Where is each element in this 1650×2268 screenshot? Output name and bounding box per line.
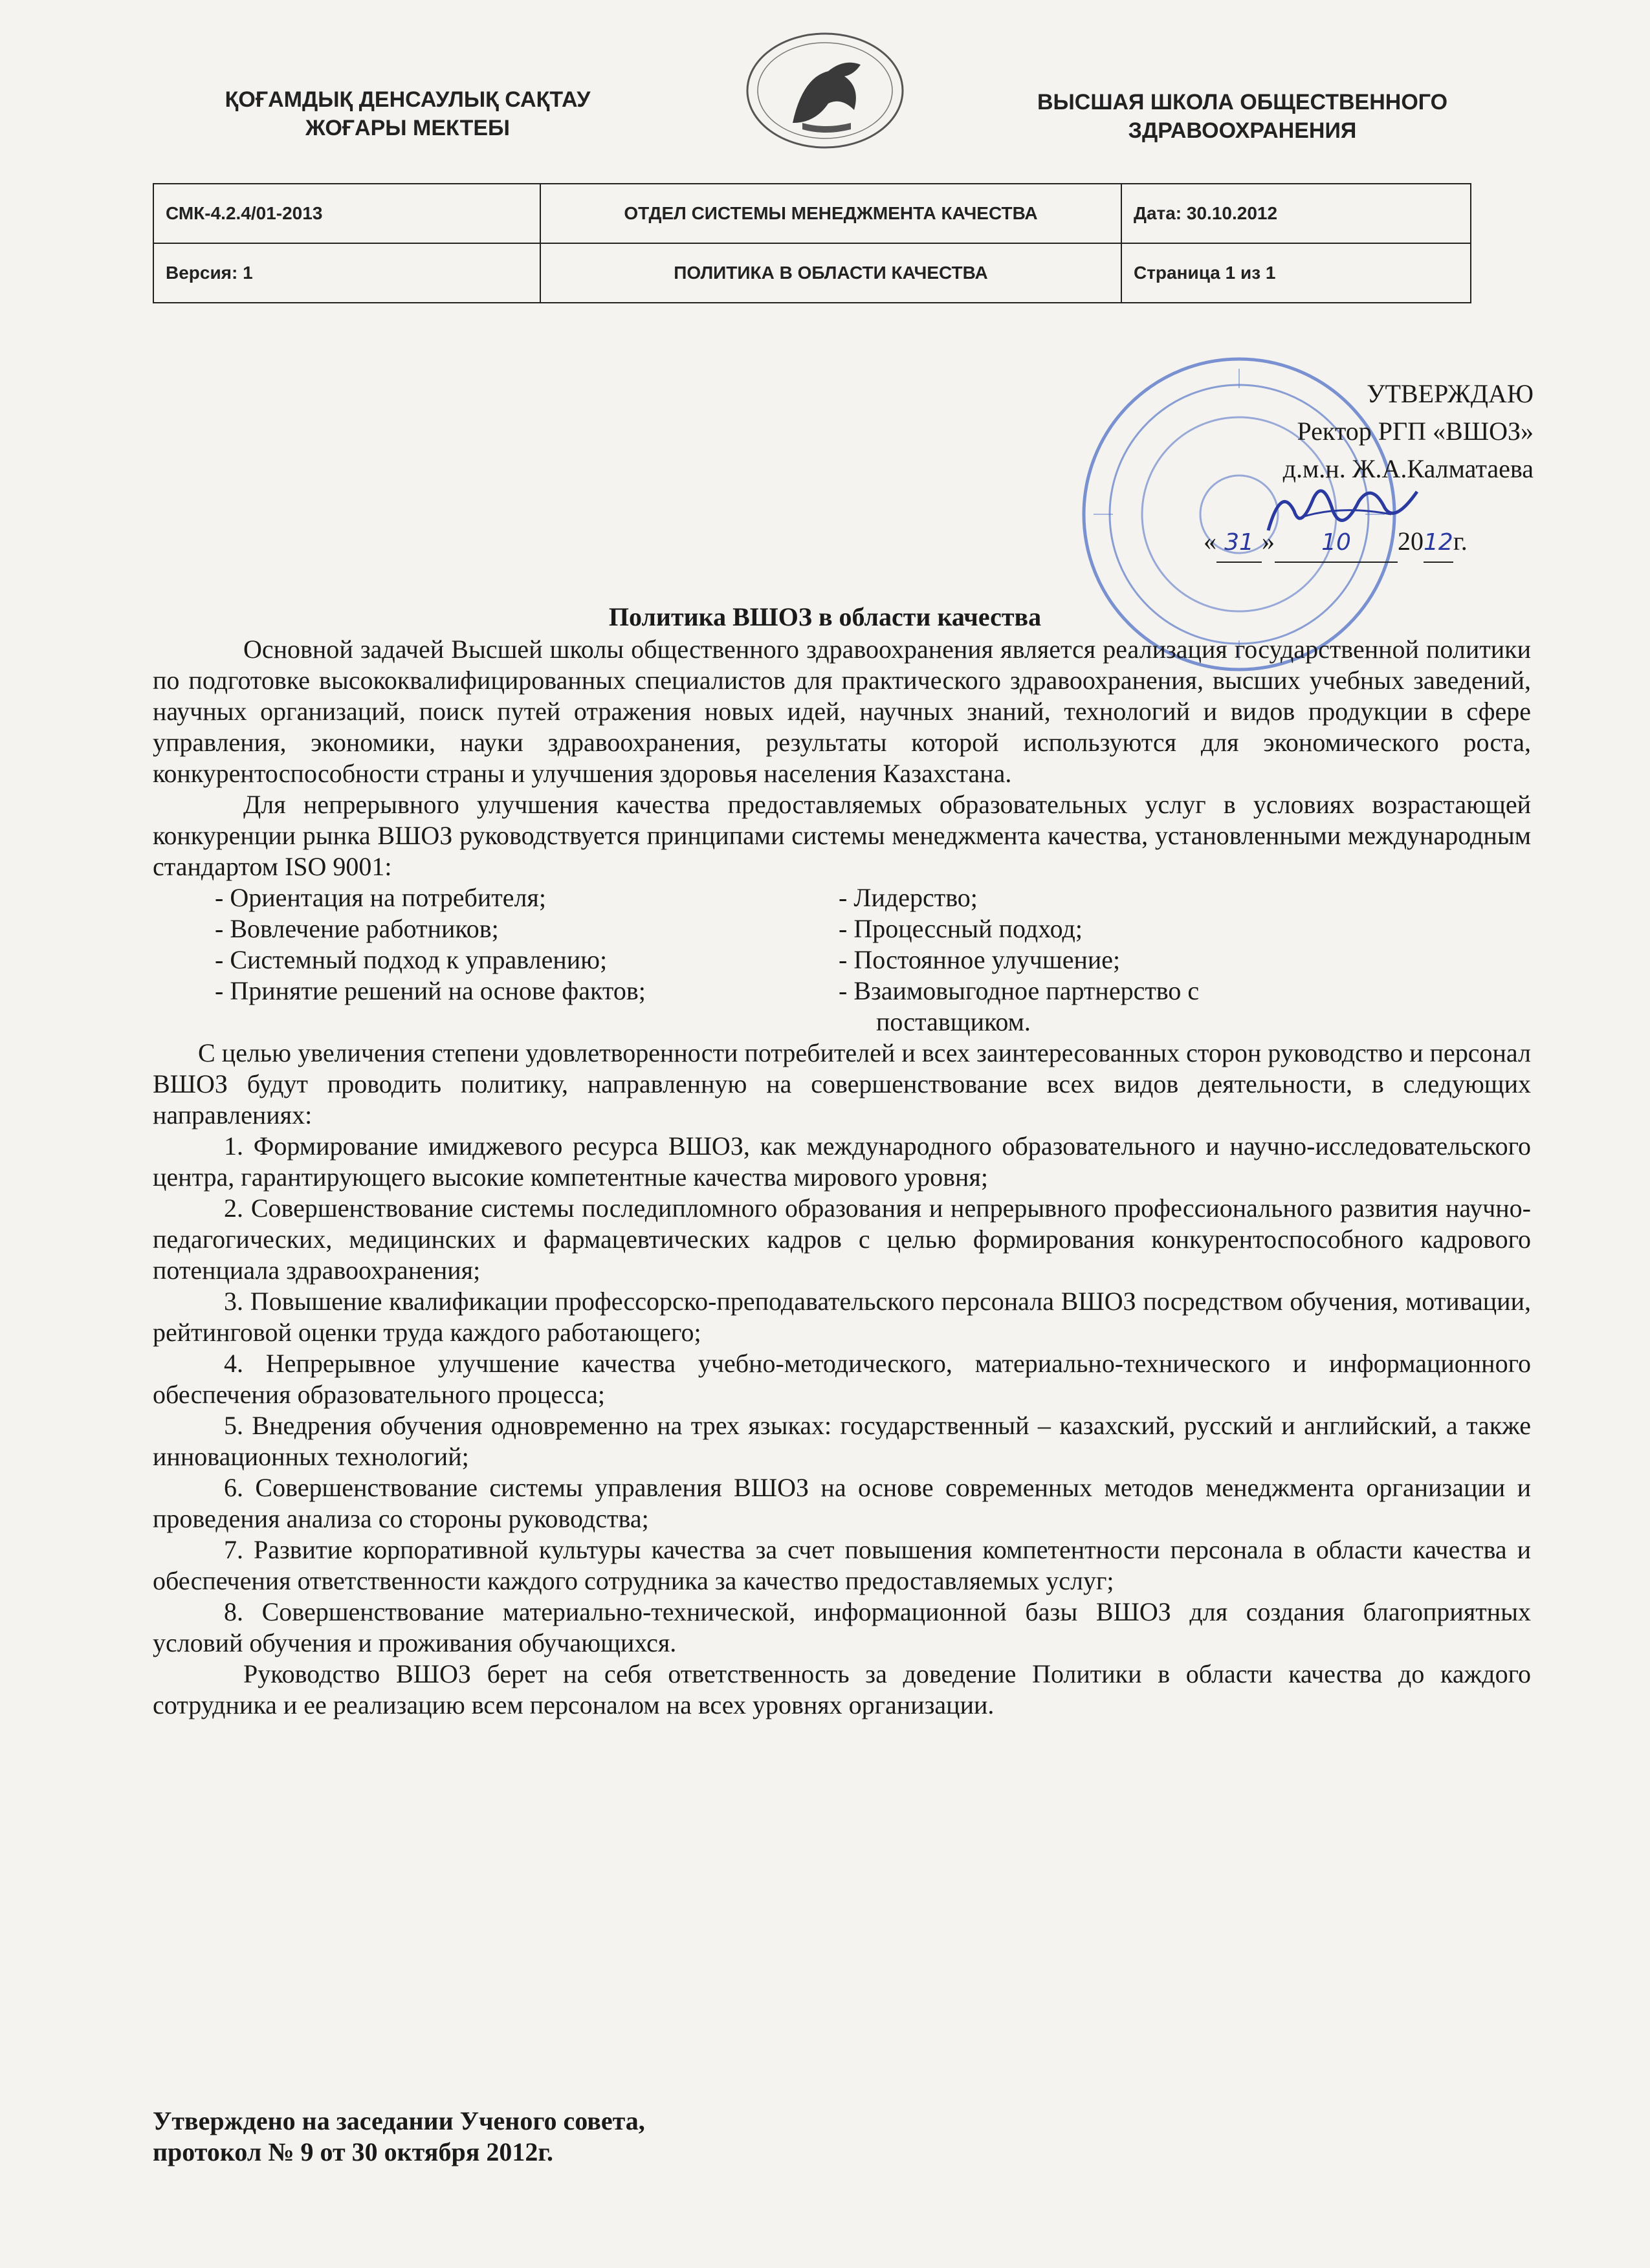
info-row-2 (153, 243, 1471, 303)
school-logo-icon (731, 26, 919, 162)
approval-heading: УТВЕРЖДАЮ (1367, 379, 1534, 408)
doc-date: Дата: 30.10.2012 (1121, 184, 1471, 243)
principle-item: - Лидерство; (839, 883, 978, 912)
page-title: Политика ВШОЗ в области качества (608, 602, 1042, 631)
approval-date (1204, 523, 1535, 563)
header-russian-name (1009, 88, 1475, 145)
paragraph-main-task: Основной задачей Высшей школы общественного здравоохранения является реализация государственной политики по подготовке высококвалифицированных специалистов для практического здравоохранения, высших учебных заведений, научных организаций, поиск путей отражения новых идей, научных знаний, технологий и видов продукции в сфере управления, экономики, науки здравоохранения, результаты которой используются для экономического роста, конкурентоспособности страны и улучшения здоровья населения Казахстана. (153, 635, 1531, 788)
header-kazakh-name (194, 85, 621, 142)
approval-block (1061, 375, 1534, 488)
doc-version: Версия: 1 (153, 243, 540, 303)
footer-line1: Утверждено на заседании Ученого совета, (153, 2106, 645, 2135)
date-year-prefix: 20 (1398, 527, 1424, 556)
document-info-table (153, 183, 1471, 303)
footer-line2: протокол № 9 от 30 октября 2012г. (153, 2137, 553, 2166)
header-kazakh-line2: ЖОҒАРЫ МЕКТЕБІ (305, 116, 510, 140)
date-year-hand: 12 (1424, 529, 1453, 556)
header-kazakh-line1: ҚОҒАМДЫҚ ДЕНСАУЛЫҚ САҚТАУ (225, 87, 591, 112)
date-close-quote: » (1262, 527, 1275, 556)
approval-position: Ректор РГП «ВШОЗ» (1297, 417, 1534, 446)
principle-item: - Постоянное улучшение; (839, 945, 1121, 974)
header-russian-line2: ЗДРАВООХРАНЕНИЯ (1128, 118, 1357, 143)
principle-item-continuation: поставщиком. (876, 1007, 1031, 1036)
date-open-quote: « (1204, 527, 1216, 556)
approval-footnote (153, 2106, 1123, 2168)
date-month: 10 (1321, 529, 1351, 556)
paragraph-closing: Руководство ВШОЗ берет на себя ответственность за доведение Политики в области качества до каждого сотрудника и ее реализацию всем персоналом на всех уровнях организации. (153, 1659, 1531, 1719)
department-name: ОТДЕЛ СИСТЕМЫ МЕНЕДЖМЕНТА КАЧЕСТВА (540, 184, 1121, 243)
principle-item: - Процессный подход; (839, 914, 1083, 943)
direction-item: 8. Совершенствование материально-технической, информационной базы ВШОЗ для создания благоприятных условий обучения и проживания обучающихся. (153, 1597, 1531, 1657)
principle-item: - Принятие решений на основе фактов; (215, 976, 646, 1005)
principle-item: - Системный подход к управлению; (215, 945, 608, 974)
principle-item: - Вовлечение работников; (215, 914, 499, 943)
direction-item: 6. Совершенствование системы управления ВШОЗ на основе современных методов менеджмента организации и проведения анализа со стороны руководства; (153, 1473, 1531, 1533)
principles-list (153, 882, 1531, 1038)
principle-item: - Взаимовыгодное партнерство с (839, 976, 1200, 1005)
doc-title: ПОЛИТИКА В ОБЛАСТИ КАЧЕСТВА (540, 243, 1121, 303)
info-row-1 (153, 184, 1471, 243)
approval-person: д.м.н. Ж.А.Калматаева (1282, 454, 1534, 483)
direction-item: 1. Формирование имиджевого ресурса ВШОЗ, как международного образовательного и научно-исследовательского центра, гарантирующего высокие компетентные качества мирового уровня; (153, 1131, 1531, 1192)
paragraph-principles-intro: Для непрерывного улучшения качества предоставляемых образовательных услуг в условиях возрастающей конкуренции рынка ВШОЗ руководствуется принципами системы менеджмента качества, установленными международным стандартом ISO 9001: (153, 790, 1531, 881)
date-suffix: г. (1453, 527, 1468, 556)
date-day: 31 (1224, 529, 1254, 556)
doc-code: СМК-4.2.4/01-2013 (153, 184, 540, 243)
doc-page: Страница 1 из 1 (1121, 243, 1471, 303)
paragraph-directions-intro: С целью увеличения степени удовлетворенности потребителей и всех заинтересованных сторон руководство и персонал ВШОЗ будут проводить политику, направленную на совершенствование всех видов деятельности, в следующих направлениях: (153, 1038, 1531, 1129)
direction-item: 3. Повышение квалификации профессорско-преподавательского персонала ВШОЗ посредством обучения, мотивации, рейтинговой оценки труда каждого работающего; (153, 1287, 1531, 1347)
document-body (153, 634, 1531, 1721)
direction-item: 4. Непрерывное улучшение качества учебно-методического, материально-технического и информационного обеспечения образовательного процесса; (153, 1349, 1531, 1409)
direction-item: 2. Совершенствование системы последипломного образования и непрерывного профессионального развития научно-педагогических, медицинских и фармацевтических кадров с целью формирования конкурентоспособного кадрового потенциала здравоохранения; (153, 1194, 1531, 1285)
direction-item: 7. Развитие корпоративной культуры качества за счет повышения компетентности персонала в области качества и обеспечения ответственности каждого сотрудника за качество предоставляемых услуг; (153, 1535, 1531, 1595)
direction-item: 5. Внедрения обучения одновременно на трех языках: государственный – казахский, русский и английский, а также инновационных технологий; (153, 1411, 1531, 1471)
principle-item: - Ориентация на потребителя; (215, 883, 546, 912)
header-russian-line1: ВЫСШАЯ ШКОЛА ОБЩЕСТВЕННОГО (1037, 90, 1448, 114)
